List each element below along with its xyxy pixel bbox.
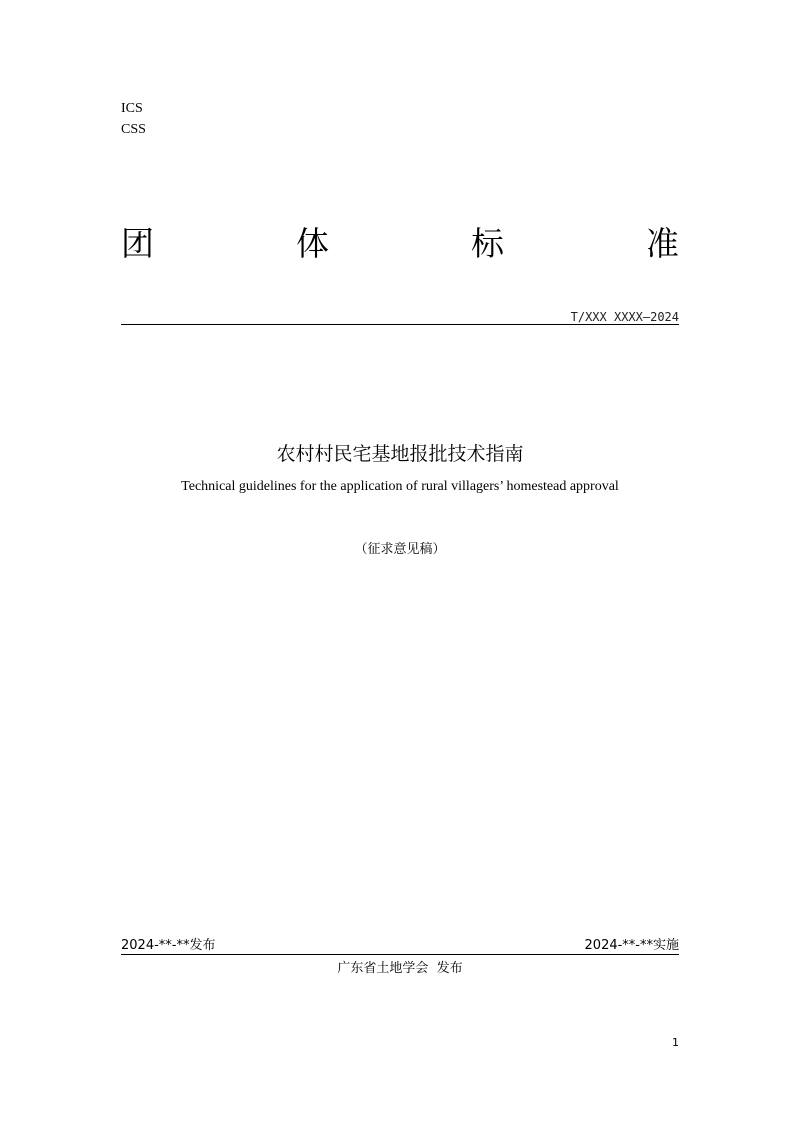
document-type-char: 准 <box>646 224 679 263</box>
english-title: Technical guidelines for the application of rural villagers’ homestead approval <box>181 479 619 494</box>
publish-date: 2024-**-**发布 <box>121 938 216 953</box>
document-type-heading <box>121 222 679 266</box>
document-type-char: 团 <box>121 224 154 263</box>
implement-date: 2024-**-**实施 <box>584 938 679 953</box>
page-number: 1 <box>672 1036 679 1049</box>
bottom-divider <box>121 954 679 955</box>
ics-code: ICS <box>121 101 143 116</box>
document-type-char: 体 <box>296 224 329 263</box>
top-divider <box>121 324 679 325</box>
draft-status: （征求意见稿） <box>354 541 446 556</box>
css-code: CSS <box>121 122 146 137</box>
publisher: 广东省土地学会 发布 <box>337 961 463 976</box>
chinese-title: 农村村民宅基地报批技术指南 <box>276 443 524 465</box>
classification-codes <box>121 98 146 140</box>
document-type-char: 标 <box>471 224 504 263</box>
standard-number: T/XXX XXXX—2024 <box>570 310 679 324</box>
